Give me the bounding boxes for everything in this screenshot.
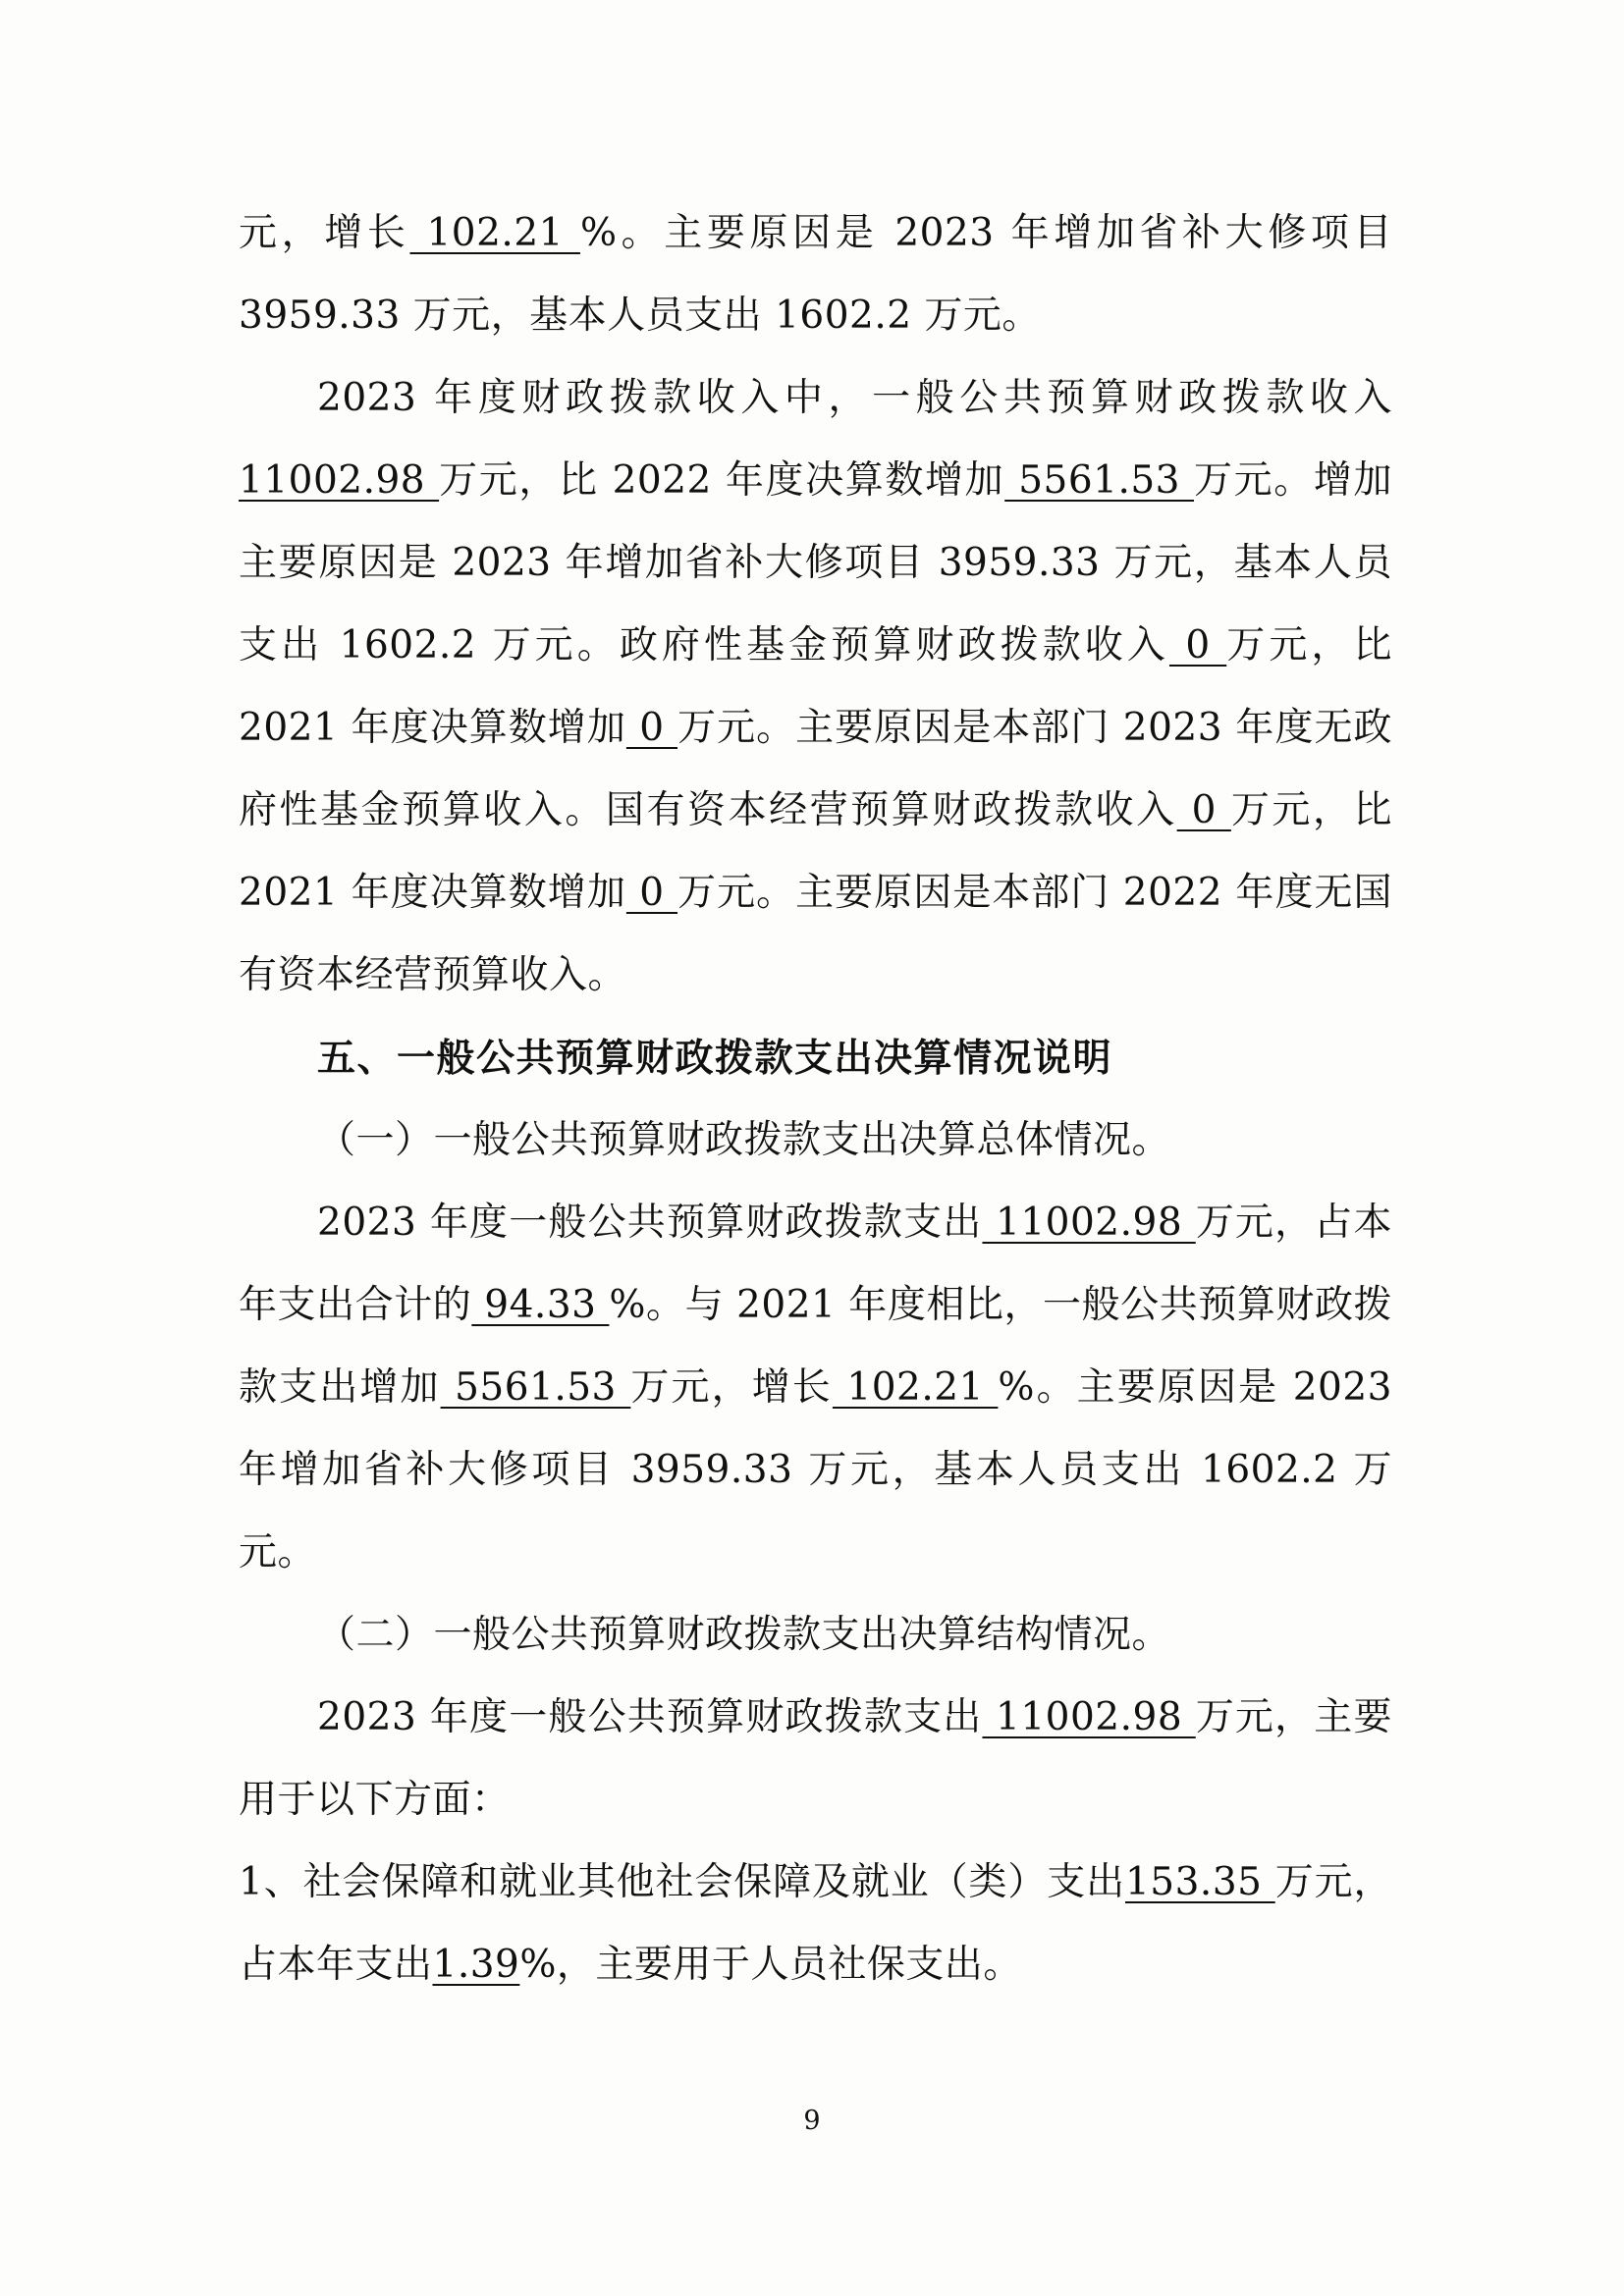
document-body xyxy=(239,192,1392,2006)
text-run: （一）一般公共预算财政拨款支出决算总体情况。 xyxy=(317,1118,1171,1162)
underlined-value: 5561.53 xyxy=(1004,458,1195,503)
text-run: %。主要原因是 2023 年增加省补大修项目 3959.33 万元，基本人员支出 1602.2 万元。 xyxy=(239,211,1392,338)
text-run: 2023 年度财政拨款收入中，一般公共预算财政拨款收入 xyxy=(317,376,1392,420)
text-run: （二）一般公共预算财政拨款支出决算结构情况。 xyxy=(317,1613,1171,1657)
paragraph xyxy=(239,1677,1392,1842)
paragraph xyxy=(239,1594,1392,1677)
text-run: 万元，比 2021 年度决算数增加 xyxy=(239,623,1392,750)
text-run: 万元。主要原因是本部门 2023 年度无政府性基金预算收入。国有资本经营预算财政拨款收入 xyxy=(239,706,1393,832)
text-run: 2023 年度一般公共预算财政拨款支出 xyxy=(317,1201,983,1245)
underlined-value: 11002.98 xyxy=(239,458,440,503)
text-run: 2023 年度一般公共预算财政拨款支出 xyxy=(317,1695,983,1739)
text-run: 万元，比 2021 年度决算数增加 xyxy=(239,788,1392,915)
underlined-value: 153.35 xyxy=(1124,1860,1275,1904)
text-run: 元，增长 xyxy=(239,211,410,255)
paragraph xyxy=(239,1099,1392,1182)
underlined-value: 11002.98 xyxy=(982,1695,1196,1739)
text-run: 万元，比 2022 年度决算数增加 xyxy=(439,458,1005,503)
text-run: 万元。主要原因是本部门 2022 年度无国有资本经营预算收入。 xyxy=(239,871,1393,997)
underlined-value: 102.21 xyxy=(832,1365,999,1410)
paragraph xyxy=(239,1842,1392,2006)
underlined-value: 0 xyxy=(625,706,678,750)
text-run: 万元，占本年支出合计的 xyxy=(239,1201,1392,1327)
paragraph xyxy=(239,1182,1392,1594)
text-run: %。与 2021 年度相比，一般公共预算财政拨款支出增加 xyxy=(239,1283,1392,1410)
text-run: 万元，占本年支出 xyxy=(239,1860,1392,1987)
text-run: 1、社会保障和就业其他社会保障及就业（类）支出 xyxy=(239,1860,1125,1904)
underlined-value: 5561.53 xyxy=(440,1365,631,1410)
section-heading xyxy=(239,1017,1392,1099)
text-run: 万元，主要用于以下方面： xyxy=(239,1695,1392,1822)
paragraph xyxy=(239,357,1392,1017)
text-run: 万元。增加主要原因是 2023 年增加省补大修项目 3959.33 万元，基本人员支出 1602.2 万元。政府性基金预算财政拨款收入 xyxy=(239,458,1392,667)
text-run: %。主要原因是 2023 年增加省补大修项目 3959.33 万元，基本人员支出 1602.2 万元。 xyxy=(239,1365,1392,1575)
page-number: 9 xyxy=(803,2106,821,2136)
paragraph xyxy=(239,192,1392,357)
text-run: 万元，增长 xyxy=(630,1365,833,1410)
underlined-value: 102.21 xyxy=(409,211,580,255)
text-run: 五、一般公共预算财政拨款支出决算情况说明 xyxy=(317,1036,1113,1081)
underlined-value: 0 xyxy=(1176,788,1231,832)
underlined-value: 0 xyxy=(1168,623,1227,667)
text-run: %，主要用于人员社保支出。 xyxy=(519,1943,1022,1987)
underlined-value: 11002.98 xyxy=(982,1201,1196,1245)
underlined-value: 0 xyxy=(625,871,678,915)
underlined-value: 94.33 xyxy=(471,1283,610,1327)
underlined-value: 1.39 xyxy=(432,1943,520,1987)
